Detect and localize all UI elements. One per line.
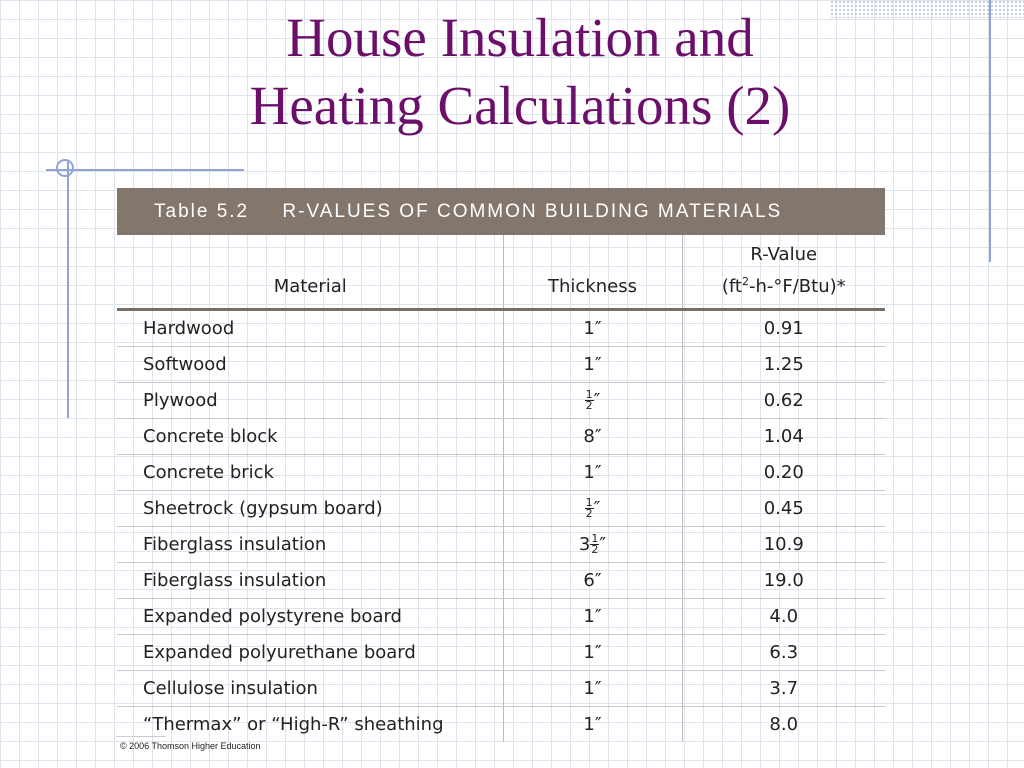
cell-rvalue: 6.3 — [682, 635, 885, 671]
cell-material: Fiberglass insulation — [117, 563, 503, 599]
table-row — [117, 671, 885, 707]
thickness-whole: 3 — [578, 533, 591, 555]
cell-rvalue: 1.25 — [682, 347, 885, 383]
cell-rvalue: 8.0 — [769, 714, 799, 735]
cell-material: Sheetrock (gypsum board) — [117, 491, 503, 527]
fraction-denominator: 2 — [591, 543, 599, 557]
rvalue-table — [117, 235, 885, 742]
fraction — [590, 534, 599, 555]
cell-thickness: 1″ — [503, 671, 682, 707]
decorative-line-right — [989, 0, 991, 262]
copyright-credit: © 2006 Thomson Higher Education — [120, 741, 261, 751]
decorative-line-horizontal — [46, 169, 244, 171]
cell-material: “Thermax” or “High-R” sheathing — [117, 707, 503, 743]
cell-material: Expanded polyurethane board — [117, 635, 503, 671]
fraction-denominator: 2 — [585, 507, 593, 521]
table-header-row — [117, 235, 885, 310]
cell-thickness: 1″ — [503, 455, 682, 491]
cell-rvalue: 0.91 — [682, 310, 885, 347]
cell-thickness: 1″ — [503, 635, 682, 671]
table-row — [117, 599, 885, 635]
cell-thickness: 1″ — [503, 707, 682, 743]
cell-thickness — [503, 527, 682, 563]
cell-thickness — [503, 383, 682, 419]
thickness-unit: ″ — [599, 533, 607, 555]
fraction-numerator: 1 — [591, 532, 599, 546]
table-row — [117, 707, 885, 743]
header-rvalue-unit-sup: 2 — [741, 275, 749, 288]
cell-thickness: 6″ — [503, 563, 682, 599]
table-row — [117, 455, 885, 491]
credit-divider — [116, 736, 166, 737]
fraction-numerator: 1 — [585, 496, 593, 510]
cell-rvalue: 3.7 — [682, 671, 885, 707]
slide-title — [150, 4, 890, 140]
table-row — [117, 347, 885, 383]
cell-material: Cellulose insulation — [117, 671, 503, 707]
cell-rvalue: 4.0 — [682, 599, 885, 635]
cell-material: Concrete brick — [117, 455, 503, 491]
header-material: Material — [117, 235, 503, 310]
cell-material: Softwood — [117, 347, 503, 383]
cell-rvalue: 0.62 — [682, 383, 885, 419]
cell-material: Fiberglass insulation — [117, 527, 503, 563]
table-row — [117, 635, 885, 671]
cell-thickness: 8″ — [503, 419, 682, 455]
cell-thickness: 1″ — [503, 347, 682, 383]
thickness-unit: ″ — [593, 389, 601, 411]
cell-rvalue: 19.0 — [682, 563, 885, 599]
table-caption-title: R-VALUES OF COMMON BUILDING MATERIALS — [282, 201, 783, 222]
table-row — [117, 491, 885, 527]
cell-material: Hardwood — [117, 310, 503, 347]
decorative-circle — [56, 159, 74, 177]
cell-thickness: 1″ — [503, 599, 682, 635]
table-caption-number: Table 5.2 — [154, 201, 250, 222]
header-rvalue — [682, 235, 885, 310]
cell-rvalue: 10.9 — [682, 527, 885, 563]
cell-rvalue: 1.04 — [682, 419, 885, 455]
header-rvalue-unit — [722, 276, 846, 297]
cell-thickness — [503, 491, 682, 527]
table-row — [117, 527, 885, 563]
header-thickness: Thickness — [503, 235, 682, 310]
header-rvalue-unit-pre: (ft — [721, 276, 742, 297]
cell-thickness: 1″ — [503, 310, 682, 347]
table-row — [117, 563, 885, 599]
rvalue-table-figure — [117, 188, 885, 742]
thickness-unit: ″ — [593, 497, 601, 519]
decorative-line-left — [67, 160, 69, 418]
header-rvalue-unit-post: -h-°F/Btu)* — [748, 276, 846, 297]
table-caption — [117, 188, 885, 235]
table-row — [117, 310, 885, 347]
fraction-numerator: 1 — [585, 388, 593, 402]
cell-material: Expanded polystyrene board — [117, 599, 503, 635]
cell-rvalue: 0.45 — [682, 491, 885, 527]
header-rvalue-label: R-Value — [750, 244, 818, 265]
fraction — [585, 498, 594, 519]
table-row — [117, 419, 885, 455]
cell-material: Plywood — [117, 383, 503, 419]
cell-material: Concrete block — [117, 419, 503, 455]
cell-rvalue: 0.20 — [682, 455, 885, 491]
slide-title-line-2: Heating Calculations (2) — [249, 75, 791, 136]
fraction-denominator: 2 — [585, 399, 593, 413]
table-row — [117, 383, 885, 419]
fraction — [585, 390, 594, 411]
slide-title-line-1: House Insulation and — [286, 7, 754, 68]
